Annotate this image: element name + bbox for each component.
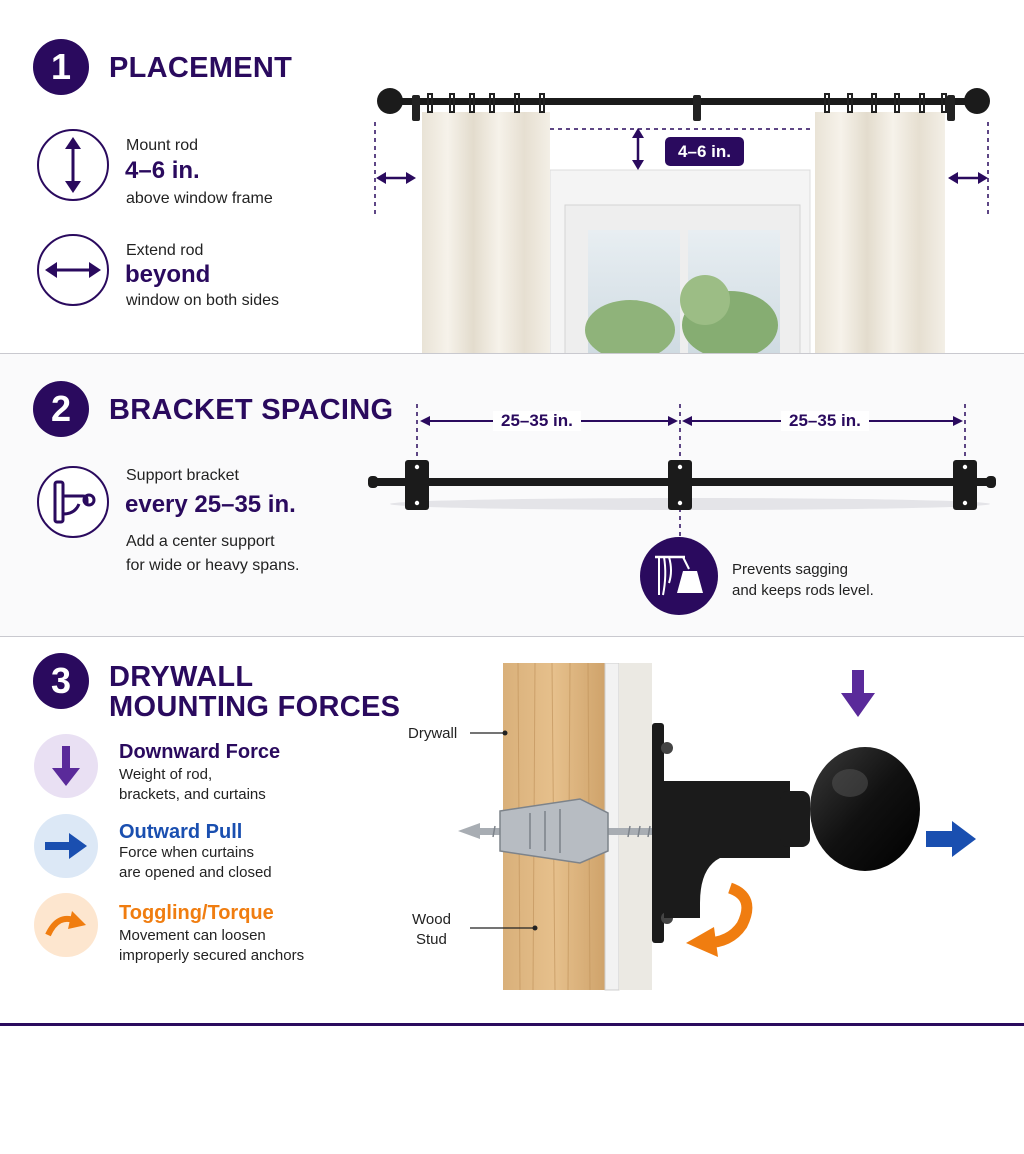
wood-stud-label-1: Wood bbox=[412, 911, 451, 928]
section-title-line-1: DRYWALL bbox=[109, 661, 254, 693]
step-number-text: 2 bbox=[50, 388, 72, 429]
extend-rod-note: window on both sides bbox=[126, 292, 279, 309]
force-title-torque: Toggling/Torque bbox=[119, 902, 274, 924]
spacing-label-right: 25–35 in. bbox=[781, 411, 869, 431]
section-title-line-2: MOUNTING FORCES bbox=[109, 691, 401, 723]
window-curtain-illustration bbox=[360, 70, 1010, 354]
drywall-anchor-illustration bbox=[400, 663, 1000, 993]
force-desc-torque-2: improperly secured anchors bbox=[119, 947, 305, 964]
support-bracket-spacing: every 25–35 in. bbox=[125, 491, 296, 518]
support-bracket-label: Support bracket bbox=[126, 467, 239, 484]
force-desc-downward-1: Weight of rod, bbox=[119, 766, 213, 783]
horizontal-arrow-icon bbox=[37, 234, 109, 306]
section-title-placement: PLACEMENT bbox=[109, 52, 293, 84]
arrow-down-icon bbox=[34, 734, 98, 798]
force-title-downward: Downward Force bbox=[119, 741, 281, 763]
wood-stud-label-2: Stud bbox=[416, 931, 447, 948]
drywall-label: Drywall bbox=[408, 725, 458, 742]
center-support-note-2: for wide or heavy spans. bbox=[126, 557, 300, 574]
vertical-arrow-icon bbox=[37, 129, 109, 201]
section-title-bracket-spacing: BRACKET SPACING bbox=[109, 394, 394, 426]
sagging-note-1: Prevents sagging bbox=[732, 561, 848, 578]
mount-rod-note: above window frame bbox=[126, 190, 273, 207]
mount-rod-height: 4–6 in. bbox=[125, 157, 200, 184]
arrow-right-icon bbox=[34, 814, 98, 878]
step-number-text: 3 bbox=[50, 660, 72, 701]
step-number-text: 1 bbox=[50, 46, 72, 87]
sagging-note-2: and keeps rods level. bbox=[732, 582, 874, 599]
bracket-spacing-section bbox=[0, 354, 1024, 637]
force-desc-outward-2: are opened and closed bbox=[119, 864, 272, 881]
force-title-outward: Outward Pull bbox=[119, 821, 243, 843]
center-support-note-1: Add a center support bbox=[126, 533, 275, 550]
force-desc-outward-1: Force when curtains bbox=[119, 844, 255, 861]
extend-rod-highlight: beyond bbox=[125, 261, 211, 288]
bracket-icon bbox=[37, 466, 109, 538]
step-number-2 bbox=[33, 381, 89, 437]
sagging-weight-icon bbox=[640, 537, 718, 615]
extend-rod-label: Extend rod bbox=[126, 242, 204, 259]
force-desc-downward-2: brackets, and curtains bbox=[119, 786, 266, 803]
step-number-1 bbox=[33, 39, 89, 95]
spacing-label-left: 25–35 in. bbox=[493, 411, 581, 431]
drywall-forces-section bbox=[0, 637, 1024, 1026]
curved-arrow-icon bbox=[34, 893, 98, 957]
step-number-3 bbox=[33, 653, 89, 709]
bottom-rule bbox=[0, 1023, 1024, 1026]
rod-height-label: 4–6 in. bbox=[678, 141, 731, 161]
mount-rod-label: Mount rod bbox=[126, 137, 199, 154]
force-desc-torque-1: Movement can loosen bbox=[119, 927, 266, 944]
placement-section bbox=[0, 0, 1024, 354]
